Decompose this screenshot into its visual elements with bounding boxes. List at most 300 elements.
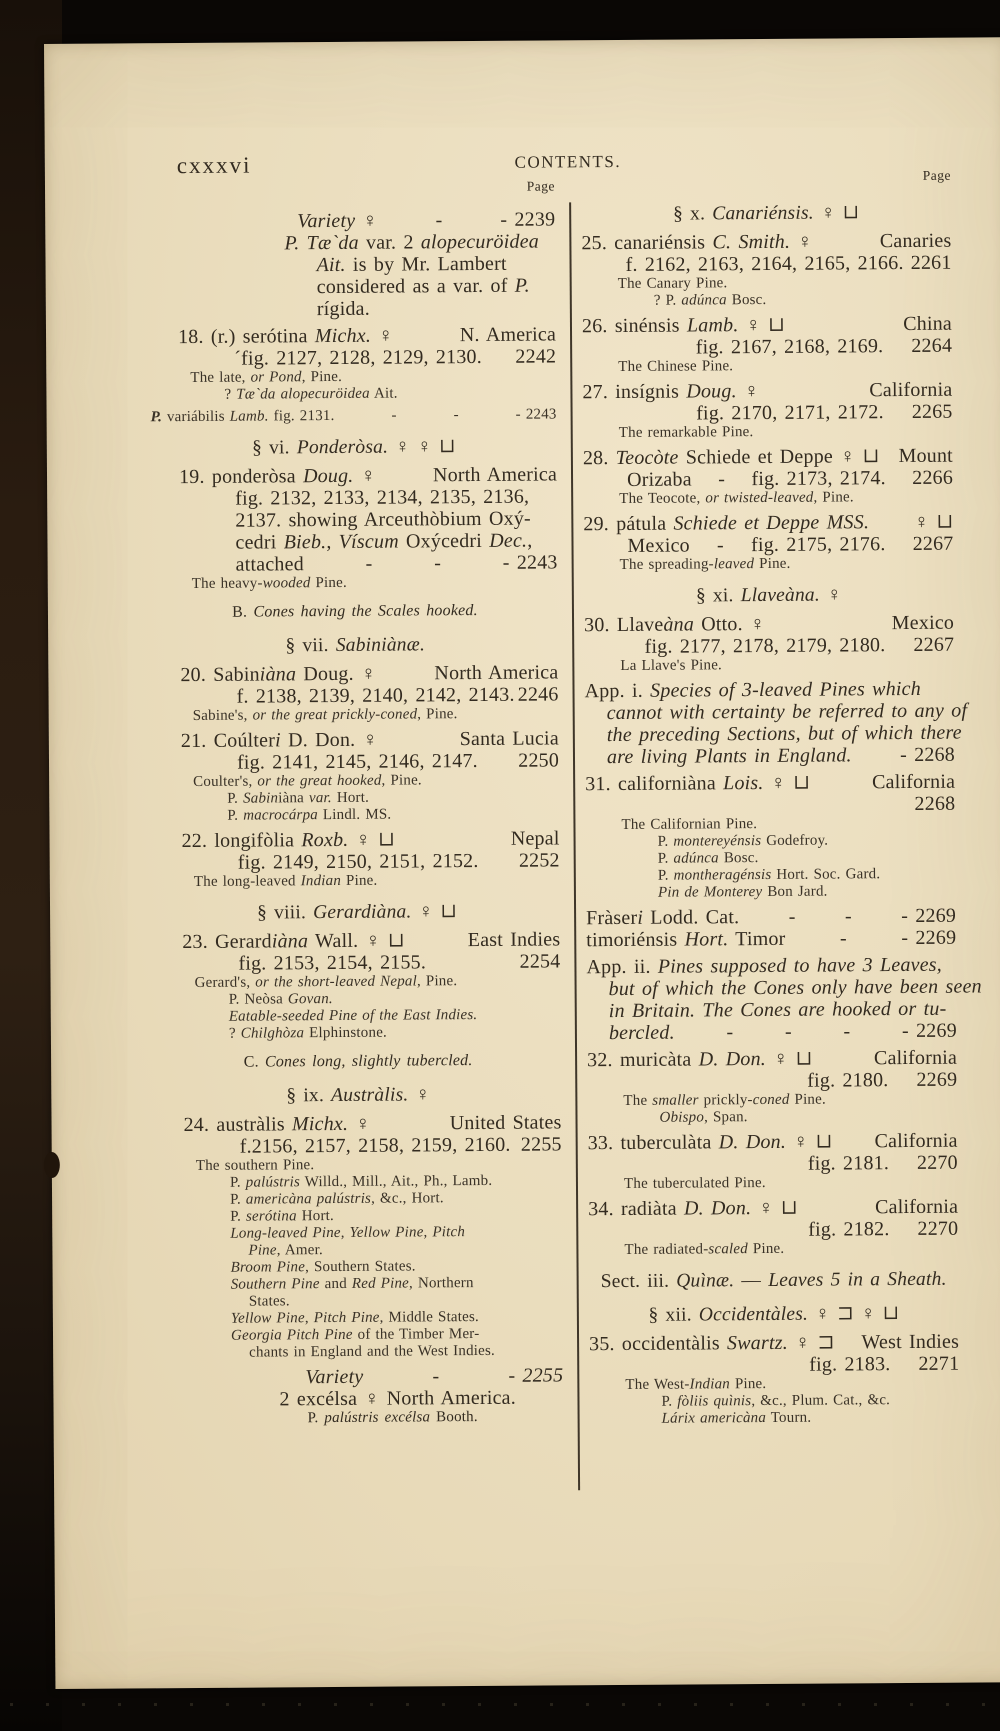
- text-line: [581, 252, 951, 277]
- text-line: [588, 1218, 958, 1243]
- line-cell: the preceding Sections, but of which there: [606, 721, 962, 747]
- entry-29: [583, 511, 953, 575]
- line-cell: The spreading-leaved Pine.: [619, 555, 791, 573]
- text-line: [152, 599, 558, 624]
- line-cell: Canaries: [879, 229, 952, 253]
- line-cell: ? P. adúnca Bosc.: [653, 291, 767, 309]
- line-cell: fig. 2132, 2133, 2134, 2135, 2136,: [235, 485, 530, 510]
- line-cell: West Indies: [861, 1330, 960, 1354]
- entry-fraseri-timoriensis: [586, 905, 956, 952]
- line-cell: App. ii. Pines supposed to have 3 Leaves,: [586, 953, 943, 979]
- line-cell: Long-leaved Pine, Yellow Pine, Pitch: [230, 1224, 466, 1242]
- subsection-B: [152, 599, 558, 624]
- text-line: [149, 252, 555, 277]
- page-title-contents: CONTENTS.: [514, 151, 622, 172]
- line-cell: ♀ ⊔: [913, 510, 954, 533]
- text-line: [153, 749, 559, 774]
- line-cell: ? Chilghòza Elphinstone.: [228, 1024, 388, 1042]
- line-cell: -: [726, 1021, 734, 1044]
- line-cell: The Teocote, or twisted-leaved, Pine.: [619, 489, 854, 507]
- line-cell: North America: [434, 661, 559, 685]
- line-cell: -: [435, 209, 443, 232]
- line-cell: 24. austràlis Michx. ♀: [183, 1112, 371, 1137]
- line-cell: 2270: [917, 1217, 959, 1240]
- text-line: [153, 805, 559, 825]
- text-line: [154, 849, 560, 874]
- line-cell: fig. 2167, 2168, 2169.: [695, 335, 884, 359]
- text-line: [158, 1408, 564, 1428]
- text-line: [153, 827, 559, 852]
- line-cell: 2267: [912, 532, 954, 555]
- book-page: [44, 37, 1000, 1689]
- line-cell: -: [432, 1365, 440, 1388]
- line-cell: 2250: [518, 749, 560, 772]
- line-cell: 23. Gerardiàna Wall. ♀ ⊔: [182, 929, 405, 954]
- line-cell: P. variábilis Lamb. fig. 2131.: [150, 407, 335, 426]
- line-cell: 25. canariénsis C. Smith. ♀: [581, 230, 813, 255]
- line-cell: ´fig. 2127, 2128, 2129, 2130.: [234, 345, 482, 370]
- line-cell: Orizaba: [626, 468, 692, 491]
- line-cell: but of which the Cones only have been seen: [608, 975, 982, 1001]
- line-cell: P. fòliis quìnis, &c., Plum. Cat., &c.: [661, 1392, 891, 1410]
- text-line: [587, 998, 957, 1023]
- line-cell: Yellow Pine, Pitch Pine, Middle States.: [230, 1308, 480, 1327]
- text-line: [584, 656, 954, 676]
- line-cell: -: [784, 1020, 792, 1043]
- appendix-i: [584, 677, 968, 769]
- text-line: [582, 379, 952, 404]
- line-cell: La Llave's Pine.: [620, 657, 723, 674]
- line-cell: The Chinese Pine.: [618, 358, 734, 375]
- line-cell: 2264: [911, 334, 953, 357]
- line-cell: fig. 2173, 2174.: [751, 467, 886, 491]
- line-cell: 2269: [916, 1068, 958, 1091]
- section-vii: [152, 633, 558, 658]
- text-line: [153, 727, 559, 752]
- entry-34: [588, 1196, 958, 1260]
- text-line: [150, 296, 556, 321]
- line-cell: N. America: [459, 323, 557, 347]
- line-cell: Obispo, Span.: [659, 1109, 748, 1126]
- text-line: [154, 900, 560, 925]
- column-divider: [569, 202, 580, 1490]
- text-line: [155, 1023, 561, 1043]
- line-cell: cannot with certainty be referred to any of: [606, 699, 968, 725]
- section-sect-iii: [589, 1269, 959, 1294]
- line-cell: - 2243: [515, 406, 557, 423]
- text-line: [155, 1083, 561, 1108]
- line-cell: 2255: [520, 1133, 562, 1156]
- line-cell: 18. (r.) serótina Michx. ♀: [177, 324, 394, 349]
- line-cell: -: [434, 552, 442, 575]
- line-cell: The tuberculated Pine.: [623, 1174, 766, 1192]
- line-cell: considered as a var. of P.: [316, 274, 530, 299]
- line-cell: 19. ponderòsa Doug. ♀: [178, 464, 376, 489]
- line-cell: § vii. Sabiniànæ.: [285, 634, 426, 657]
- text-line: [152, 661, 558, 686]
- line-cell: fig. 2182.: [808, 1218, 890, 1241]
- line-cell: -: [844, 905, 852, 928]
- line-cell: Pine, Amer.: [248, 1242, 323, 1259]
- variety-2255: [157, 1364, 563, 1428]
- line-cell: The late, or Pond, Pine.: [190, 368, 343, 386]
- text-line: [587, 1020, 957, 1045]
- text-line: [583, 533, 953, 558]
- text-line: [152, 551, 558, 576]
- entry-19: [151, 463, 558, 593]
- entry-22: [153, 827, 559, 891]
- contents-column-right: [581, 167, 982, 1429]
- line-cell: The West-Indian Pine.: [625, 1375, 767, 1393]
- line-cell: Variety: [305, 1365, 364, 1389]
- line-cell: Mount: [898, 444, 953, 468]
- scanner-dots: [10, 1703, 1000, 1706]
- text-line: [151, 485, 557, 510]
- entry-32: [587, 1047, 958, 1128]
- line-cell: 2265: [911, 400, 953, 423]
- text-line: [587, 1047, 957, 1072]
- line-cell: - 2239: [500, 208, 556, 231]
- line-cell: 30. Llaveàna Otto. ♀: [583, 612, 766, 637]
- text-line: [581, 202, 951, 227]
- line-cell: Santa Lucia: [459, 727, 559, 751]
- text-line: [584, 634, 954, 659]
- line-cell: The Canary Pine.: [617, 275, 728, 293]
- line-cell: P. americàna palústris, &c., Hort.: [230, 1190, 444, 1208]
- text-line: [150, 323, 556, 348]
- line-cell: § vi. Ponderòsa. ♀ ♀ ⊔: [251, 436, 456, 459]
- line-cell: fig. 2183.: [809, 1353, 891, 1376]
- line-cell: fig. 2141, 2145, 2146, 2147.: [236, 749, 478, 774]
- note-variabilis: [151, 406, 557, 426]
- contents-column-left: [149, 178, 564, 1428]
- line-cell: 2254: [519, 950, 561, 973]
- text-line: [588, 1240, 958, 1260]
- line-cell: Mexico: [891, 611, 955, 635]
- line-cell: fig. 2175, 2176.: [750, 533, 886, 557]
- text-line: [582, 357, 952, 377]
- line-cell: § xii. Occidentàles. ♀ ⊐ ♀ ⊔: [648, 1303, 900, 1326]
- line-cell: § xi. Llaveàna. ♀: [695, 584, 842, 607]
- line-cell: P. palústris Willd., Mill., Ait., Ph., Lamb.: [229, 1172, 493, 1191]
- line-cell: Georgia Pitch Pine of the Timber Mer-: [230, 1325, 480, 1344]
- line-cell: The long-leaved Indian Pine.: [193, 872, 378, 890]
- entry-25: [581, 230, 952, 311]
- line-cell: Variety ♀: [297, 209, 378, 233]
- text-line: [585, 699, 968, 725]
- line-cell: attached: [235, 553, 304, 576]
- text-line: [152, 573, 558, 593]
- line-cell: 33. tuberculàta D. Don. ♀ ⊔: [587, 1130, 833, 1155]
- text-line: [150, 345, 556, 370]
- line-cell: Ait. is by Mr. Lambert: [316, 252, 507, 277]
- line-cell: App. i. Species of 3-leaved Pines which: [584, 677, 922, 703]
- text-line: [150, 384, 556, 404]
- line-cell: rígida.: [316, 297, 370, 321]
- text-line: [588, 1196, 958, 1221]
- page-column-label-left: Page: [526, 178, 556, 194]
- line-cell: 2270: [916, 1151, 958, 1174]
- line-cell: - 2269: [901, 904, 957, 928]
- text-line: [585, 744, 955, 769]
- line-cell: 2266: [912, 466, 954, 489]
- line-cell: -: [718, 468, 726, 491]
- line-cell: -: [453, 407, 459, 424]
- text-line: [157, 1386, 563, 1411]
- entry-27: [582, 379, 952, 443]
- line-cell: fig. 2177, 2178, 2179, 2180.: [644, 634, 886, 658]
- text-line: [583, 489, 953, 509]
- section-xi: [584, 584, 954, 609]
- line-cell: 2242: [515, 345, 557, 368]
- text-line: [151, 529, 557, 554]
- variety-note-2239: [149, 208, 556, 321]
- text-line: [151, 463, 557, 488]
- line-cell: -: [716, 534, 724, 557]
- subsection-C: [155, 1049, 561, 1074]
- text-line: [590, 1409, 960, 1429]
- entry-33: [588, 1130, 958, 1194]
- line-cell: 2137. showing Arceuthòbium Oxý-: [235, 507, 531, 532]
- text-line: [582, 335, 952, 360]
- text-line: [583, 467, 953, 492]
- line-cell: California: [874, 1129, 958, 1153]
- text-line: [582, 313, 952, 338]
- text-line: [151, 507, 557, 532]
- line-cell: chants in England and the West Indies.: [249, 1342, 496, 1361]
- line-cell: California: [873, 1046, 958, 1070]
- text-line: [588, 1130, 958, 1155]
- line-cell: 31. californiàna Lois. ♀ ⊔: [585, 771, 811, 796]
- text-line: [154, 928, 560, 953]
- line-cell: Sabine's, or the great prickly-coned, Pine.: [192, 706, 458, 724]
- text-line: [157, 1342, 563, 1362]
- line-cell: - 2269: [901, 1019, 957, 1043]
- line-cell: Eatable-seeded Pine of the East Indies.: [228, 1006, 478, 1025]
- line-cell: The radiated-scaled Pine.: [624, 1240, 785, 1258]
- section-x: [581, 202, 951, 227]
- line-cell: - 2243: [502, 551, 558, 574]
- text-line: [155, 1049, 561, 1074]
- line-cell: Fràseri Lodd. Cat.: [586, 906, 740, 930]
- text-line: [156, 1133, 562, 1158]
- entry-28: [583, 445, 953, 509]
- text-line: [154, 950, 560, 975]
- line-cell: China: [903, 312, 953, 336]
- line-cell: 34. radiàta D. Don. ♀ ⊔: [588, 1196, 798, 1221]
- line-cell: ? Tæ`da alopecuröidea Ait.: [224, 385, 398, 403]
- line-cell: § viii. Gerardiàna. ♀ ⊔: [257, 901, 458, 924]
- line-cell: bercled.: [608, 1021, 675, 1045]
- line-cell: - 2255: [508, 1364, 564, 1387]
- page-edge-notch: [44, 1152, 60, 1178]
- line-cell: fig. 2180.: [807, 1069, 889, 1092]
- line-cell: The heavy-wooded Pine.: [191, 574, 347, 592]
- line-cell: fig. 2170, 2171, 2172.: [696, 401, 884, 425]
- line-cell: United States: [449, 1111, 562, 1135]
- line-cell: P. palústris excélsa Booth.: [307, 1409, 478, 1427]
- line-cell: - 2268: [900, 743, 956, 767]
- line-cell: States.: [248, 1293, 290, 1310]
- text-line: [584, 678, 954, 703]
- line-cell: The Californian Pine.: [621, 816, 758, 833]
- entry-20: [152, 661, 558, 725]
- text-line: [589, 1353, 959, 1378]
- folio-number: cxxxvi: [176, 152, 252, 179]
- line-cell: P. Neòsa Govan.: [228, 991, 333, 1008]
- entry-35: [589, 1331, 960, 1429]
- line-cell: Broom Pine, Southern States.: [230, 1258, 416, 1276]
- text-line: [581, 230, 951, 255]
- line-cell: California: [872, 770, 956, 794]
- text-line: [585, 721, 962, 747]
- line-cell: -: [843, 1020, 851, 1043]
- line-cell: P. Sabiniàna var. Hort.: [227, 789, 370, 807]
- entry-31: [585, 771, 956, 903]
- line-cell: § ix. Austràlis. ♀: [286, 1084, 431, 1107]
- line-cell: fig. 2181.: [807, 1152, 890, 1175]
- column-right-blocks: [581, 202, 982, 1429]
- line-cell: Southern Pine and Red Pine, Northern: [230, 1275, 474, 1293]
- line-cell: 20. Sabiniàna Doug. ♀: [180, 662, 377, 687]
- line-cell: in Britain. The Cones are hooked or tu-: [608, 997, 947, 1023]
- line-cell: fig. 2149, 2150, 2151, 2152.: [237, 849, 479, 874]
- line-cell: P. adúnca Bosc.: [657, 850, 759, 867]
- text-line: [157, 1364, 563, 1389]
- text-line: [154, 871, 560, 891]
- text-line: [582, 291, 952, 311]
- column-left-blocks: [149, 208, 563, 1428]
- text-line: [584, 555, 954, 575]
- line-cell: C. Cones long, slightly tubercled.: [243, 1052, 473, 1071]
- entry-30: [584, 612, 954, 676]
- line-cell: 29. pátula Schiede et Deppe MSS.: [583, 511, 870, 536]
- entry-26: [582, 313, 952, 377]
- entry-24: [155, 1111, 563, 1362]
- line-cell: P. Tæ`da var. 2 alopecuröidea: [284, 230, 540, 255]
- line-cell: 2271: [918, 1352, 960, 1375]
- line-cell: -: [788, 905, 796, 928]
- text-line: [583, 511, 953, 536]
- line-cell: 22. longifòlia Roxb. ♀ ⊔: [181, 828, 396, 853]
- text-line: [153, 705, 559, 725]
- text-line: [149, 208, 555, 233]
- text-line: [152, 633, 558, 658]
- line-cell: 27. insígnis Doug. ♀: [582, 380, 760, 404]
- text-line: [586, 927, 956, 952]
- line-cell: 2261: [910, 251, 952, 274]
- text-line: [589, 1269, 959, 1294]
- text-line: [586, 954, 956, 979]
- line-cell: -: [365, 552, 373, 575]
- section-xii: [589, 1303, 959, 1328]
- section-ix: [155, 1083, 561, 1108]
- page-column-label-right: Page: [922, 167, 951, 183]
- line-cell: 28. Teocòte Schiede et Deppe ♀ ⊔: [582, 445, 880, 470]
- text-line: [149, 230, 555, 255]
- text-line: [151, 406, 557, 426]
- line-cell: timoriénsis Hort. Timor: [586, 927, 786, 952]
- text-line: [587, 1108, 957, 1128]
- line-cell: B. Cones having the Scales hooked.: [232, 601, 478, 621]
- text-line: [589, 1331, 959, 1356]
- line-cell: are living Plants in England.: [606, 744, 852, 769]
- line-cell: f.2156, 2157, 2158, 2159, 2160.: [239, 1133, 511, 1158]
- line-cell: P. macrocárpa Lindl. MS.: [227, 806, 392, 824]
- text-line: [585, 793, 955, 818]
- line-cell: 2246: [517, 683, 559, 706]
- text-line: [150, 274, 556, 299]
- line-cell: Gerard's, or the short-leaved Nepal, Pine.: [194, 973, 458, 991]
- text-line: [589, 1303, 959, 1328]
- line-cell: The remarkable Pine.: [618, 424, 754, 441]
- text-line: [587, 975, 982, 1001]
- line-cell: Pin de Monterey Bon Jard.: [657, 883, 828, 901]
- entry-18: [150, 323, 557, 404]
- line-cell: Nepal: [510, 827, 560, 850]
- line-cell: California: [869, 378, 953, 402]
- line-cell: P. serótina Hort.: [230, 1208, 335, 1225]
- line-cell: 32. muricàta D. Don. ♀ ⊔: [587, 1047, 813, 1072]
- text-line: [583, 401, 953, 426]
- entry-21: [153, 727, 560, 825]
- text-line: [587, 1069, 957, 1094]
- line-cell: f. 2138, 2139, 2140, 2142, 2143.: [236, 683, 515, 708]
- appendix-ii: [586, 953, 982, 1045]
- line-cell: Lárix americàna Tourn.: [661, 1409, 812, 1427]
- entry-23: [154, 928, 561, 1043]
- text-line: [586, 883, 956, 903]
- line-cell: The smaller prickly-coned Pine.: [623, 1091, 826, 1109]
- line-cell: Mexico: [627, 534, 690, 557]
- line-cell: The southern Pine.: [195, 1157, 315, 1174]
- line-cell: 2267: [913, 633, 955, 656]
- line-cell: East Indies: [467, 928, 561, 952]
- text-line: [588, 1152, 958, 1177]
- section-vi: [151, 435, 557, 460]
- line-cell: Coulter's, or the great hooked, Pine.: [193, 772, 422, 790]
- line-cell: f. 2162, 2163, 2164, 2165, 2166.: [625, 252, 904, 276]
- line-cell: P. montereyénsis Godefroy.: [657, 832, 829, 850]
- text-line: [151, 435, 557, 460]
- text-line: [152, 683, 558, 708]
- line-cell: -: [391, 407, 397, 424]
- text-line: [584, 584, 954, 609]
- text-line: [155, 1111, 561, 1136]
- line-cell: Sect. iii. Quìnæ. — Leaves 5 in a Sheath.: [600, 1268, 947, 1293]
- line-cell: cedri Bieb., Víscum Oxýcedri Dec.,: [235, 529, 533, 554]
- line-cell: 21. Coúlteri D. Don. ♀: [180, 728, 378, 753]
- line-cell: California: [874, 1195, 959, 1219]
- text-line: [585, 771, 955, 796]
- line-cell: 26. sinénsis Lamb. ♀ ⊔: [581, 313, 786, 338]
- line-cell: -: [839, 927, 847, 950]
- text-line: [583, 423, 953, 443]
- line-cell: 2268: [914, 792, 956, 815]
- line-cell: § x. Canariénsis. ♀ ⊔: [673, 202, 860, 225]
- line-cell: 2 excélsa ♀ North America.: [279, 1386, 516, 1411]
- line-cell: fig. 2153, 2154, 2155.: [238, 951, 427, 975]
- line-cell: 2252: [518, 849, 560, 872]
- text-line: [586, 905, 956, 930]
- text-line: [584, 612, 954, 637]
- text-line: [583, 445, 953, 470]
- line-cell: 35. occidentàlis Swartz. ♀ ⊐: [589, 1331, 835, 1356]
- line-cell: P. montheragénsis Hort. Soc. Gard.: [657, 866, 881, 884]
- text-line: [588, 1174, 958, 1194]
- line-cell: - 2269: [901, 926, 957, 950]
- line-cell: North America: [432, 463, 558, 487]
